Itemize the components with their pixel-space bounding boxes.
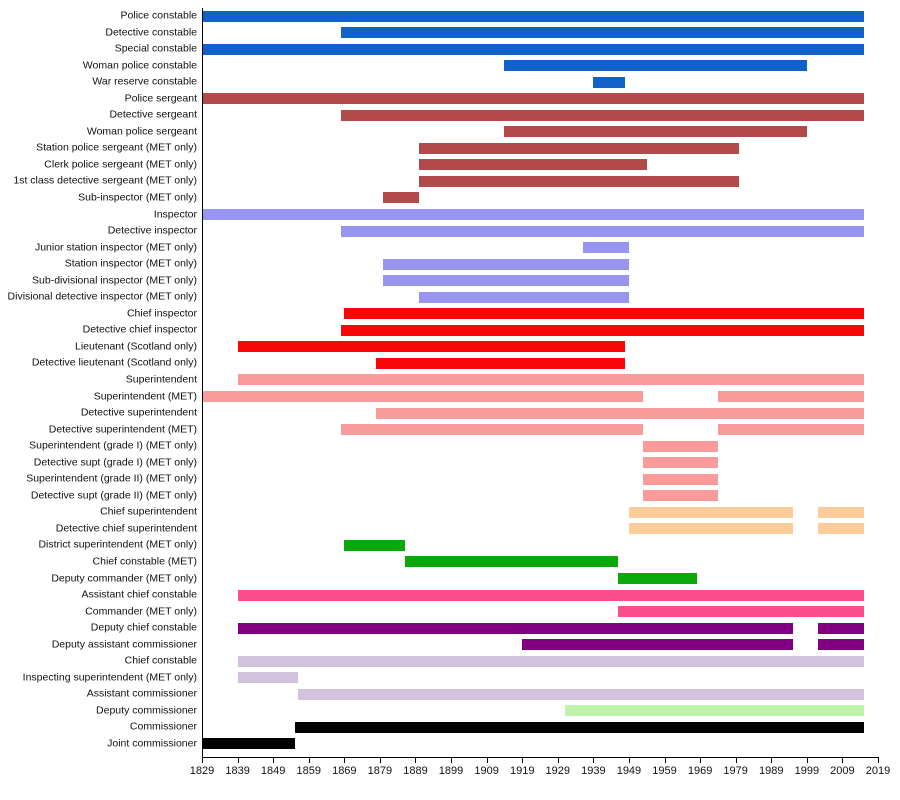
rank-label: War reserve constable [92,75,197,88]
rank-label: 1st class detective sergeant (MET only) [13,174,197,187]
y-axis-line [202,8,203,758]
rank-period-bar [341,424,643,435]
rank-period-bar [718,424,864,435]
rank-label: Superintendent [125,373,197,386]
x-axis-tick-label: 1849 [260,765,286,777]
rank-period-bar [504,126,806,137]
rank-period-bar [818,523,864,534]
x-axis-tick-label: 1999 [794,765,820,777]
x-axis-tick [700,757,701,763]
rank-period-bar [419,143,739,154]
x-axis-tick [736,757,737,763]
x-axis-tick-label: 1929 [545,765,571,777]
rank-label: Detective chief superintendent [55,522,197,535]
rank-label: Joint commissioner [107,737,197,750]
x-axis-tick [415,757,416,763]
x-axis-tick-label: 1909 [474,765,499,777]
rank-label: Deputy chief constable [90,621,197,634]
rank-period-bar [383,275,628,286]
rank-period-bar [202,11,864,22]
rank-label: Sub-divisional inspector (MET only) [32,274,197,287]
rank-period-bar [341,226,864,237]
rank-label: Commander (MET only) [85,605,197,618]
rank-label: Superintendent (MET) [93,390,197,403]
x-axis-tick-label: 1899 [438,765,464,777]
rank-label: Detective lieutenant (Scotland only) [31,356,197,369]
rank-label: Deputy commander (MET only) [51,572,197,585]
rank-period-bar [341,110,864,121]
rank-period-bar [238,672,298,683]
x-axis-tick-label: 1829 [189,765,215,777]
rank-period-bar [295,722,864,733]
rank-period-bar [383,259,628,270]
x-axis-tick-label: 1919 [509,765,535,777]
x-axis-tick-label: 2019 [865,765,891,777]
x-axis-tick [380,757,381,763]
rank-label: Inspecting superintendent (MET only) [22,671,197,684]
rank-label: Detective supt (grade II) (MET only) [30,489,197,502]
x-axis-tick-label: 1969 [687,765,713,777]
rank-period-bar [565,705,864,716]
rank-period-bar [629,523,793,534]
rank-label: Police constable [120,9,197,22]
rank-label: Deputy commissioner [96,704,197,717]
x-axis-tick-label: 1979 [723,765,748,777]
x-axis-tick [522,757,523,763]
rank-period-bar [522,639,792,650]
rank-period-bar [202,44,864,55]
rank-period-bar [419,176,739,187]
rank-label: Police sergeant [124,92,197,105]
x-axis-tick [273,757,274,763]
rank-label: Woman police constable [82,59,197,72]
rank-period-bar [818,639,864,650]
x-axis-tick [309,757,310,763]
rank-period-bar [298,689,864,700]
rank-label: Chief inspector [126,307,197,320]
rank-label: Deputy assistant commissioner [51,638,197,651]
rank-period-bar [202,738,295,749]
rank-label: Lieutenant (Scotland only) [75,340,197,353]
x-axis-tick-label: 1839 [225,765,250,777]
rank-label: Divisional detective inspector (MET only) [7,290,197,303]
rank-period-bar [504,60,806,71]
rank-label: Detective superintendent [80,406,197,419]
rank-label: Assistant chief constable [81,588,197,601]
x-axis-tick [344,757,345,763]
rank-label: Detective inspector [107,224,197,237]
rank-label: Superintendent (grade I) (MET only) [29,439,197,452]
rank-label: Assistant commissioner [86,687,197,700]
rank-label: Station inspector (MET only) [64,257,197,270]
rank-label: District superintendent (MET only) [38,538,197,551]
rank-label: Station police sergeant (MET only) [36,141,197,154]
x-axis-tick [202,757,203,763]
x-axis-tick [878,757,879,763]
rank-label: Detective chief inspector [82,323,197,336]
rank-label: Detective constable [105,26,197,39]
rank-period-bar [643,441,718,452]
rank-period-bar [818,507,864,518]
rank-period-bar [238,341,626,352]
x-axis-tick-label: 1949 [616,765,642,777]
rank-period-bar [238,590,864,601]
x-axis-tick-label: 1959 [652,765,677,777]
x-axis-tick-label: 1869 [332,765,357,777]
rank-period-bar [593,77,625,88]
rank-period-bar [643,474,718,485]
x-axis-tick [665,757,666,763]
rank-period-bar [718,391,864,402]
x-axis-tick-label: 2009 [830,765,855,777]
rank-period-bar [629,507,793,518]
rank-period-bar [818,623,864,634]
rank-label: Chief superintendent [100,505,197,518]
x-axis-tick-label: 1989 [759,765,784,777]
rank-period-bar [344,540,404,551]
rank-period-bar [238,656,864,667]
x-axis-tick [629,757,630,763]
x-axis-tick [842,757,843,763]
rank-label: Detective superintendent (MET) [48,423,197,436]
rank-label: Junior station inspector (MET only) [34,241,197,254]
rank-label: Special constable [114,42,197,55]
rank-period-bar [238,374,864,385]
rank-period-bar [202,93,864,104]
rank-label: Clerk police sergeant (MET only) [44,158,197,171]
rank-period-bar [344,308,863,319]
rank-label: Sub-inspector (MET only) [78,191,197,204]
rank-period-bar [383,192,419,203]
rank-label: Chief constable [124,654,197,667]
x-axis-tick [558,757,559,763]
rank-label: Inspector [153,208,197,221]
x-axis-line [202,757,879,758]
rank-label: Commissioner [129,720,197,733]
rank-label: Detective supt (grade I) (MET only) [33,456,197,469]
x-axis-tick [238,757,239,763]
rank-label: Superintendent (grade II) (MET only) [26,472,197,485]
rank-label: Chief constable (MET) [92,555,197,568]
rank-label: Detective sergeant [109,108,197,121]
rank-period-bar [643,457,718,468]
rank-period-bar [376,358,625,369]
rank-period-bar [376,408,863,419]
rank-period-bar [341,325,864,336]
rank-label: Woman police sergeant [86,125,197,138]
rank-period-bar [643,490,718,501]
x-axis-tick [487,757,488,763]
rank-period-bar [419,159,647,170]
x-axis-tick-label: 1889 [403,765,428,777]
rank-period-bar [618,606,863,617]
x-axis-tick [771,757,772,763]
x-axis-tick [451,757,452,763]
x-axis-tick [807,757,808,763]
rank-period-bar [238,623,793,634]
rank-period-bar [405,556,618,567]
rank-period-bar [202,391,643,402]
x-axis-tick-label: 1879 [367,765,393,777]
x-axis-tick [593,757,594,763]
rank-period-bar [419,292,629,303]
x-axis-tick-label: 1939 [581,765,606,777]
rank-period-bar [202,209,864,220]
x-axis-tick-label: 1859 [296,765,321,777]
rank-period-bar [618,573,696,584]
rank-period-bar [341,27,864,38]
rank-period-bar [583,242,629,253]
